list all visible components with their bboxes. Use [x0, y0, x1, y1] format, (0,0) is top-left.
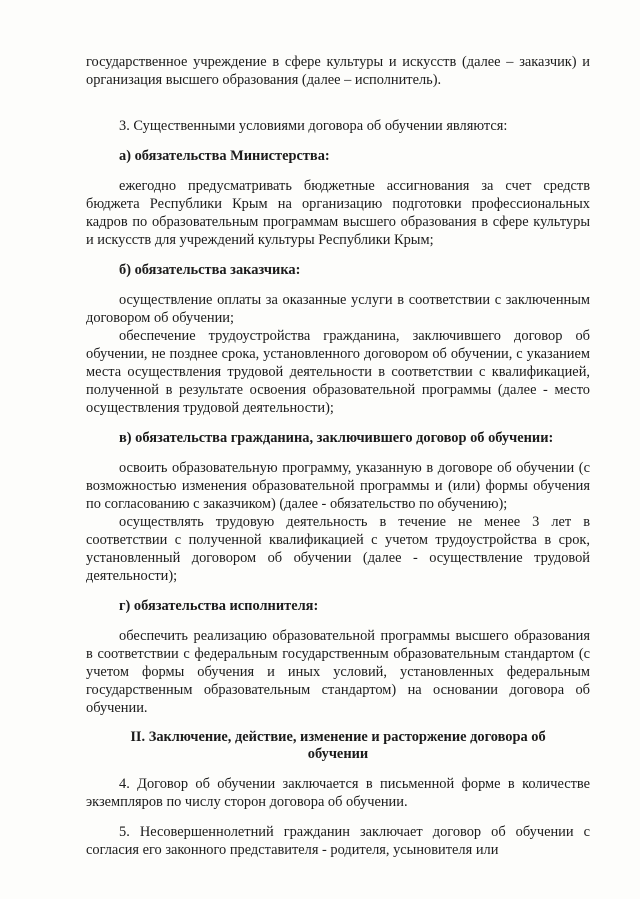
paragraph-citizen-1: освоить образовательную программу, указанную в договоре об обучении (с возможностью изменения образовательной программы и (или) формы обучения по согласованию с заказчиком) (далее - обязательство по обучению); [86, 460, 590, 512]
paragraph-intro-end: государственное учреждение в сфере культуры и искусств (далее – заказчик) и организация высшего образования (далее – исполнитель). [86, 54, 590, 88]
paragraph-5: 5. Несовершеннолетний гражданин заключает договор об обучении с согласия его законного представителя - родителя, усыновителя или [86, 824, 590, 858]
paragraph-3: 3. Существенными условиями договора об обучении являются: [119, 118, 508, 134]
paragraph-contractor-1: обеспечить реализацию образовательной программы высшего образования в соответствии с федеральным государственным образовательным стандартом (с учетом формы обучения и иных условий, установленных федеральным государственным образовательным стандартом) на основании договора об обучении. [86, 628, 590, 716]
paragraph-customer-1: осуществление оплаты за оказанные услуги в соответствии с заключенным договором об обучении; [86, 292, 590, 326]
heading-customer-obligations: б) обязательства заказчика: [119, 262, 301, 278]
paragraph-4: 4. Договор об обучении заключается в письменной форме в количестве экземпляров по числу сторон договора об обучении. [86, 776, 590, 810]
heading-citizen-obligations: в) обязательства гражданина, заключившего договор об обучении: [119, 430, 554, 446]
paragraph-ministry-1: ежегодно предусматривать бюджетные ассигнования за счет средств бюджета Республики Крым на организацию подготовки профессиональных кадров по образовательным программам высшего образования в сфере культуры и искусств для учреждений культуры Республики Крым; [86, 178, 590, 248]
heading-ministry-obligations: а) обязательства Министерства: [119, 148, 330, 164]
paragraph-customer-2: обеспечение трудоустройства гражданина, заключившего договор об обучении, не позднее срока, установленного договором об обучении, с указанием места осуществления трудовой деятельности в соответствии с квалификацией, полученной в результате освоения образовательной программы (далее - место осуществления трудовой деятельности); [86, 328, 590, 416]
heading-contractor-obligations: г) обязательства исполнителя: [119, 598, 319, 614]
section-2-title: II. Заключение, действие, изменение и расторжение договора об обучении [130, 729, 546, 762]
paragraph-citizen-2: осуществлять трудовую деятельность в течение не менее 3 лет в соответствии с полученной квалификацией с учетом трудоустройства в срок, установленный договором об обучении (далее - осуществление трудовой деятельности); [86, 514, 590, 584]
